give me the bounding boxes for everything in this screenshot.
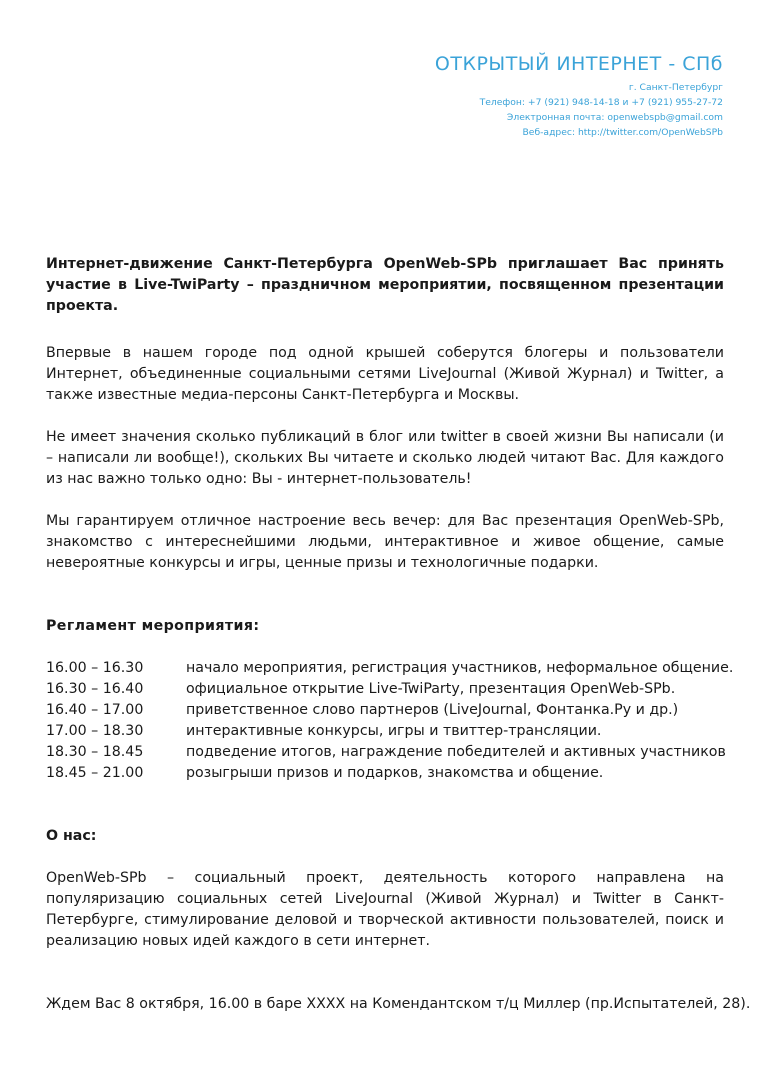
schedule-time: 16.40 – 17.00: [46, 702, 144, 718]
invitation-line: Ждем Вас 8 октября, 16.00 в баре ХХХХ на Комендантском т/ц Миллер (пр.Испытателей, 28).: [46, 996, 751, 1012]
schedule-row: [46, 679, 724, 700]
schedule-description: интерактивные конкурсы, игры и твиттер-трансляции.: [186, 723, 602, 739]
schedule-description: приветственное слово партнеров (LiveJournal, Фонтанка.Ру и др.): [186, 702, 679, 718]
schedule-description: розыгрыши призов и подарков, знакомства и общение.: [186, 765, 604, 781]
paragraph-publications: Не имеет значения сколько публикаций в блог или twitter в своей жизни Вы написали (и – написали ли вообще!), скольких Вы читаете и сколько людей читают Вас. Для каждого из нас важно только одно: Вы - интернет-пользователь!: [46, 429, 724, 487]
schedule-time: 17.00 – 18.30: [46, 723, 144, 739]
paragraph-bloggers: Впервые в нашем городе под одной крышей соберутся блогеры и пользователи Интернет, объединенные социальными сетями LiveJournal (Живой Журнал) и Twitter, а также известные медиа-персоны Санкт-Петербурга и Москвы.: [46, 345, 724, 403]
schedule-row: [46, 763, 724, 784]
organization-title: ОТКРЫТЫЙ ИНТЕРНЕТ - СПб: [434, 53, 723, 75]
schedule-time: 18.30 – 18.45: [46, 744, 144, 760]
schedule-row: [46, 742, 724, 763]
schedule-list: [46, 658, 734, 784]
letterhead: [303, 52, 723, 140]
paragraph-guarantee: Мы гарантируем отличное настроение весь вечер: для Вас презентация OpenWeb-SPb, знакомство с интереснейшими людьми, интерактивное и живое общение, самые невероятные конкурсы и игры, ценные призы и технологичные подарки.: [46, 513, 724, 571]
schedule-row: [46, 721, 724, 742]
web-line: Веб-адрес: http://twitter.com/OpenWebSPb: [522, 127, 723, 138]
city-line: г. Санкт-Петербург: [628, 82, 723, 93]
schedule-row: [46, 658, 734, 679]
about-paragraph: OpenWeb-SPb – социальный проект, деятельность которого направлена на популяризацию социальных сетей LiveJournal (Живой Журнал) и Twitter в Санкт-Петербурге, стимулирование деловой и творческой активности пользователей, поиск и реализацию новых идей каждого в сети интернет.: [46, 870, 724, 949]
schedule-description: подведение итогов, награждение победителей и активных участников: [186, 744, 726, 760]
schedule-description: начало мероприятия, регистрация участников, неформальное общение.: [186, 660, 734, 676]
schedule-time: 16.00 – 16.30: [46, 660, 144, 676]
schedule-row: [46, 700, 724, 721]
letter-body: [46, 254, 751, 1015]
schedule-description: официальное открытие Live-TwiParty, презентация OpenWeb-SPb.: [186, 681, 676, 697]
schedule-heading: Регламент мероприятия:: [46, 618, 260, 634]
about-heading: О нас:: [46, 828, 97, 844]
schedule-time: 16.30 – 16.40: [46, 681, 144, 697]
email-line: Электронная почта: openwebspb@gmail.com: [506, 112, 723, 123]
intro-paragraph: Интернет-движение Санкт-Петербурга OpenWeb-SPb приглашает Вас принять участие в Live-TwiParty – праздничном мероприятии, посвященном презентации проекта.: [46, 256, 724, 314]
schedule-time: 18.45 – 21.00: [46, 765, 144, 781]
phone-line: Телефон: +7 (921) 948-14-18 и +7 (921) 955-27-72: [479, 97, 723, 108]
